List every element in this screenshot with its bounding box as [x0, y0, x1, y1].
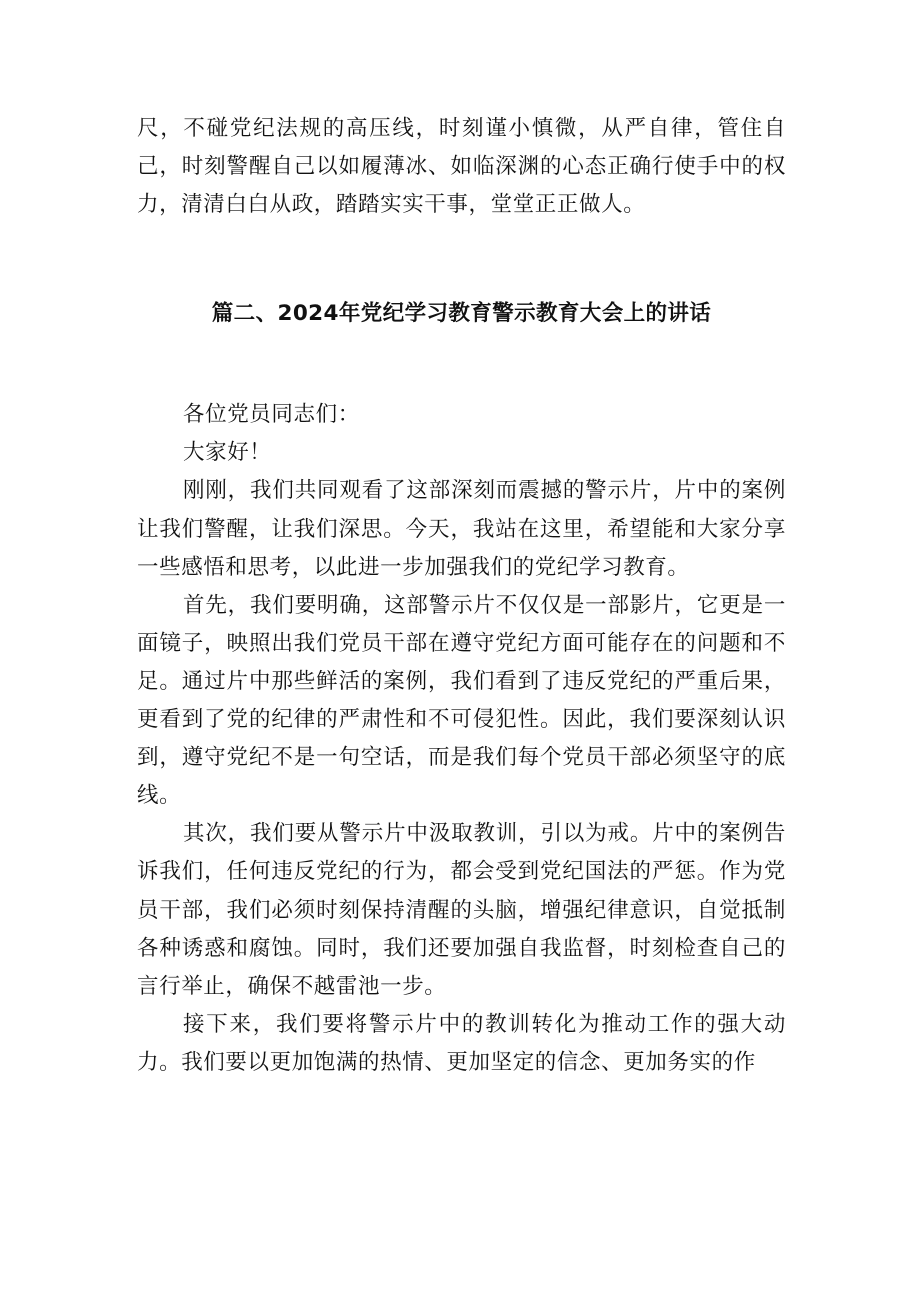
- body-paragraph: 接下来，我们要将警示片中的教训转化为推动工作的强大动力。我们要以更加饱满的热情、更加坚定的信念、更加务实的作: [137, 1011, 786, 1075]
- greeting: 大家好！: [183, 440, 272, 466]
- body-paragraph: 其次，我们要从警示片中汲取教训，引以为戒。片中的案例告诉我们，任何违反党纪的行为，都会受到党纪国法的严惩。作为党员干部，我们必须时刻保持清醒的头脑，增强纪律意识，自觉抵制各种诱惑和腐蚀。同时，我们还要加强自我监督，时刻检查自己的言行举止，确保不越雷池一步。: [137, 821, 786, 999]
- section-title: 篇二、2024年党纪学习教育警示教育大会上的讲话: [211, 301, 712, 327]
- continuation-paragraph: 尺，不碰党纪法规的高压线，时刻谨小慎微，从严自律，管住自己，时刻警醒自己以如履薄冰、如临深渊的心态正确行使手中的权力，清清白白从政，踏踏实实干事，堂堂正正做人。: [137, 116, 786, 218]
- body-paragraph: 刚刚，我们共同观看了这部深刻而震撼的警示片，片中的案例让我们警醒，让我们深思。今天，我站在这里，希望能和大家分享一些感悟和思考，以此进一步加强我们的党纪学习教育。: [137, 478, 786, 580]
- salutation: 各位党员同志们：: [183, 402, 360, 428]
- body-paragraph: 首先，我们要明确，这部警示片不仅仅是一部影片，它更是一面镜子，映照出我们党员干部在遵守党纪方面可能存在的问题和不足。通过片中那些鲜活的案例，我们看到了违反党纪的严重后果，更看到了党的纪律的严肃性和不可侵犯性。因此，我们要深刻认识到，遵守党纪不是一句空话，而是我们每个党员干部必须坚守的底线。: [137, 592, 786, 809]
- document-page: [137, 110, 786, 1082]
